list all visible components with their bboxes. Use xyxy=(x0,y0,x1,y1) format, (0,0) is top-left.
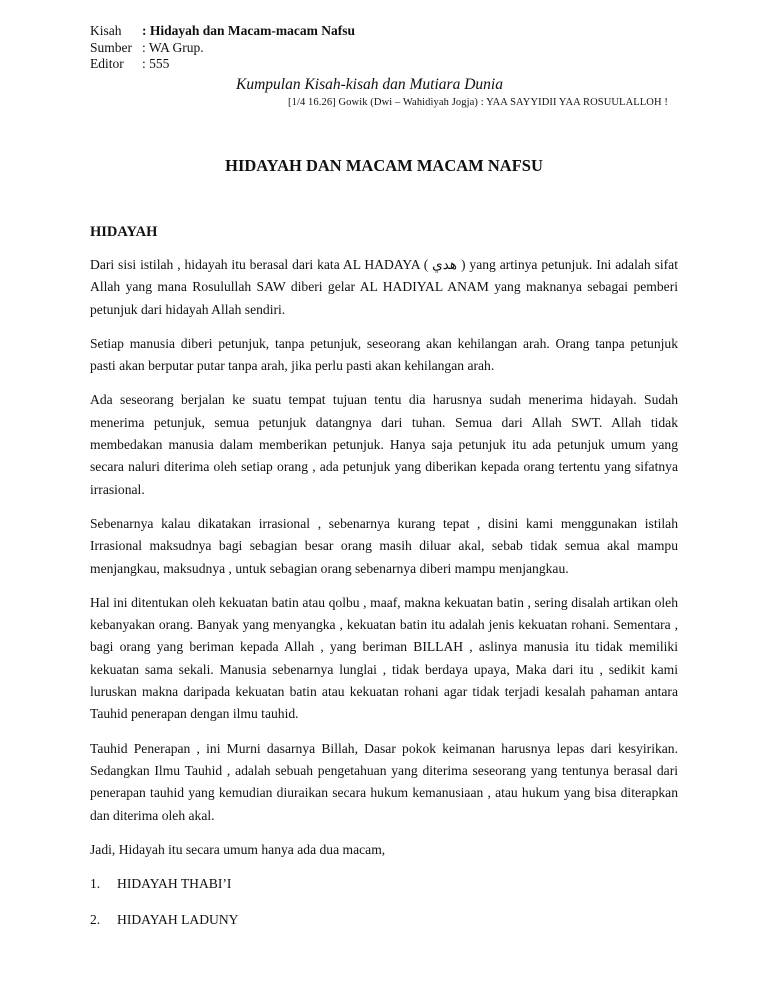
meta-value: : Hidayah dan Macam-macam Nafsu xyxy=(142,23,355,38)
meta-value: : WA Grup. xyxy=(142,39,204,55)
meta-row-sumber xyxy=(90,40,355,57)
paragraph: Ada seseorang berjalan ke suatu tempat tujuan tentu dia harusnya sudah menerima hidayah. Sudah menerima petunjuk, semua petunjuk datangnya dari tuhan. Semua dari Allah SWT. Allah tidak membedakan manusia dalam memberikan petunjuk. Hanya saja petunjuk itu ada petunjuk umum yang secara naluri diterima oleh setiap orang , ada petunjuk yang diberikan kepada orang tertentu yang sifatnya irrasional. xyxy=(90,392,678,497)
meta-row-kisah xyxy=(90,23,355,40)
paragraph: Setiap manusia diberi petunjuk, tanpa petunjuk, seseorang akan kehilangan arah. Orang tanpa petunjuk pasti akan berputar putar tanpa arah, jika perlu pasti akan kehilangan arah. xyxy=(90,335,678,374)
source-line: [1/4 16.26] Gowik (Dwi – Wahidiyah Jogja) : YAA SAYYIDII YAA ROSUULALLOH ! xyxy=(288,97,668,108)
list-number: 1. xyxy=(90,876,101,892)
document-title: HIDAYAH DAN MACAM MACAM NAFSU xyxy=(225,156,543,175)
paragraph: Tauhid Penerapan , ini Murni dasarnya Billah, Dasar pokok keimanan harusnya lepas dari kesyirikan. Sedangkan Ilmu Tauhid , adalah sebuah pengetahuan yang diterima seseorang yang tentunya berasal dari penerapan tauhid yang kemudian diuraikan secara hukum kemanusiaan , atau hukum yang bisa diterapkan dan diterima oleh akal. xyxy=(90,740,678,823)
list-item xyxy=(90,909,678,931)
paragraph: Jadi, Hidayah itu secara umum hanya ada dua macam, xyxy=(90,841,386,857)
paragraph: Dari sisi istilah , hidayah itu berasal dari kata AL HADAYA ( هدي ) yang artinya petunjuk. Ini adalah sifat Allah yang mana Rosulullah SAW diberi gelar AL HADIYAL ANAM yang maknanya sebagai pemberi petunjuk dari hidayah Allah sendiri. xyxy=(90,257,678,317)
section-heading: HIDAYAH xyxy=(90,224,158,240)
paragraph: Sebenarnya kalau dikatakan irrasional , sebenarnya kurang tepat , disini kami menggunakan istilah Irrasional maksudnya bagi sebagian besar orang masih diluar akal, sebab tidak semua akal mampu menjangkau, maksudnya , untuk sebagian orang sebenarnya diberi mampu menjangkau. xyxy=(90,515,678,576)
meta-key: Editor xyxy=(90,56,124,71)
meta-row-editor xyxy=(90,56,355,73)
list-number: 2. xyxy=(90,912,101,928)
paragraph: Hal ini ditentukan oleh kekuatan batin atau qolbu , maaf, makna kekuatan batin , sering disalah artikan oleh kebanyakan orang. Banyak yang menyangka , kekuatan batin itu adalah jenis kekuatan rohani. Sementara , bagi orang yang beriman kepada Allah , yang beriman BILLAH , aslinya manusia itu tidak memiliki kekuatan sama sekali. Manusia sebenarnya lunglai , tidak berdaya upaya, Maka dari itu , sedikit kami luruskan makna daripada kekuatan batin atau kekuatan rohani agar tidak terjadi kesalah pahaman antara Tauhid penerapan dengan ilmu tauhid. xyxy=(90,594,678,722)
body-text xyxy=(90,254,678,946)
collection-title: Kumpulan Kisah-kisah dan Mutiara Dunia xyxy=(236,76,503,93)
list-text: HIDAYAH LADUNY xyxy=(117,912,239,928)
list-text: HIDAYAH THABI’I xyxy=(117,876,232,892)
meta-block xyxy=(90,23,355,73)
meta-key: Kisah xyxy=(90,23,122,38)
list-item xyxy=(90,873,678,895)
meta-key: Sumber xyxy=(90,39,132,55)
meta-value: : 555 xyxy=(142,56,170,71)
